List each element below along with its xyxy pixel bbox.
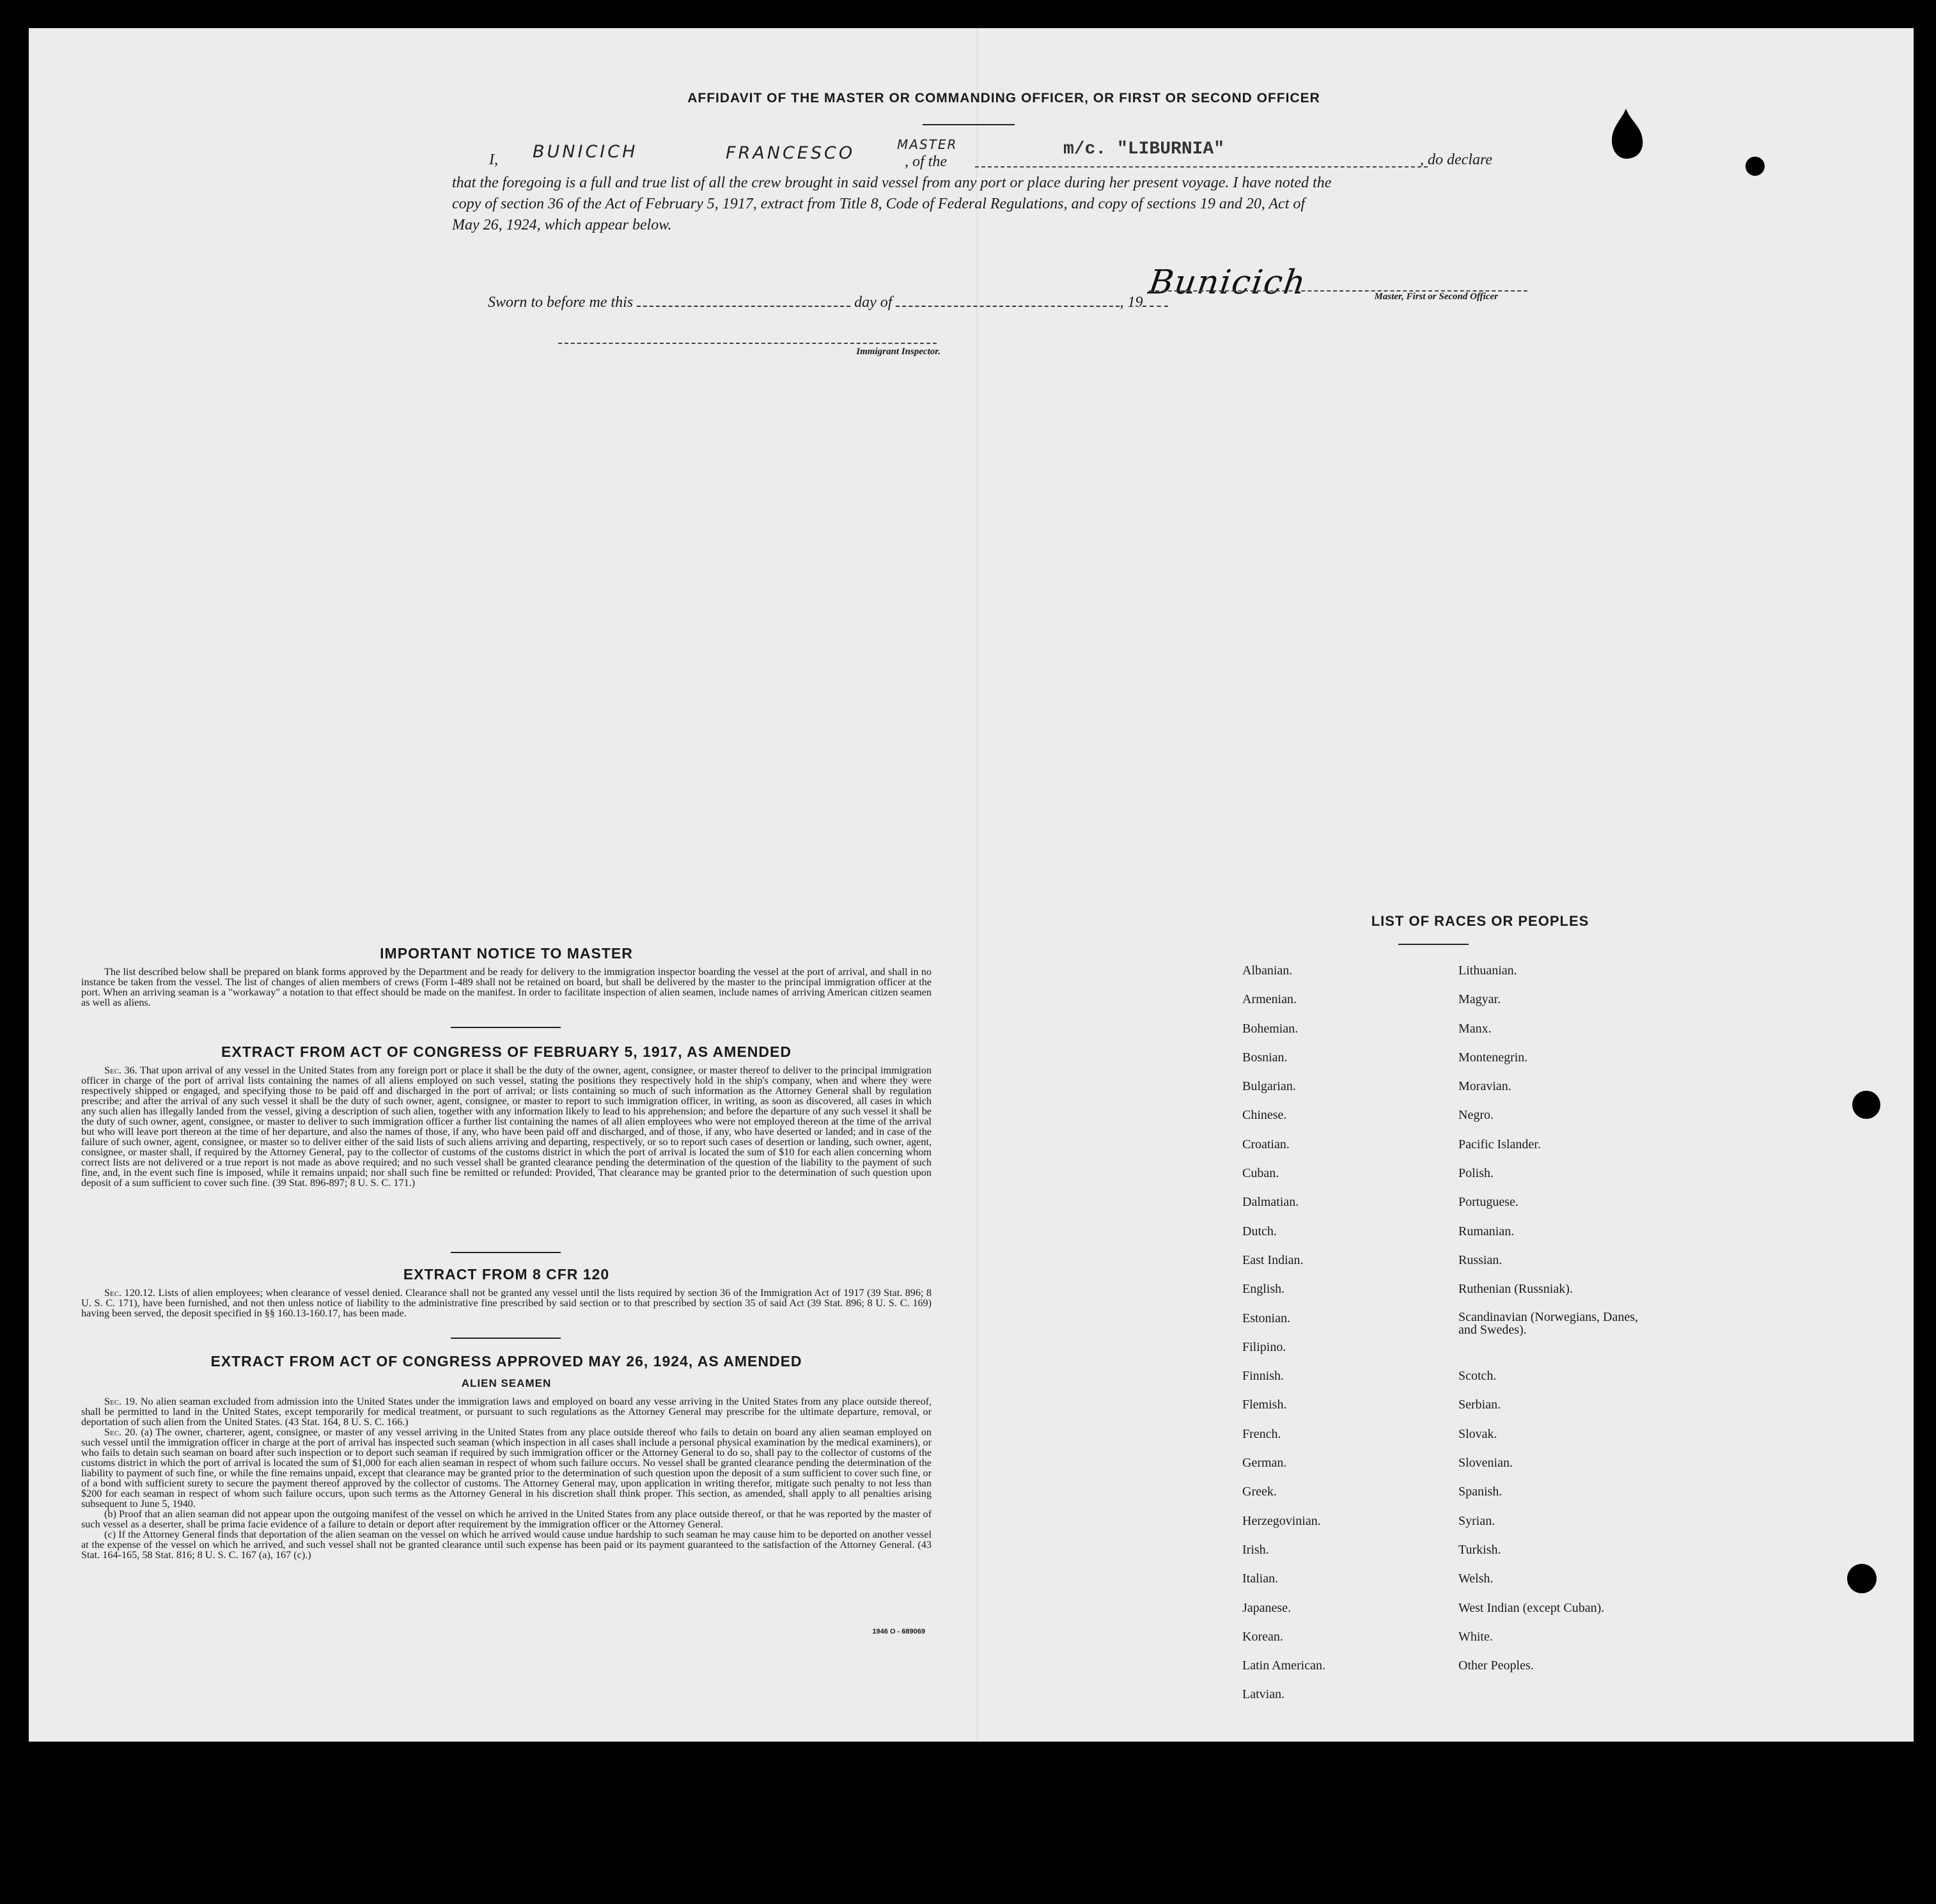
punch-hole (1852, 1091, 1880, 1119)
extract-cfr-title: EXTRACT FROM 8 CFR 120 (403, 1266, 610, 1283)
handwritten-surname: BUNICICH (533, 142, 638, 162)
affidavit-body-line: copy of section 36 of the Act of February 5, 1917, extract from Title 8, Code of Federal Regulations, and copy of sections 19 and 20, Act of (452, 196, 1306, 212)
race-item: English. (1242, 1282, 1285, 1297)
race-item: Flemish. (1242, 1398, 1287, 1412)
race-item: German. (1242, 1456, 1287, 1471)
race-item: Irish. (1242, 1542, 1269, 1557)
race-item: Other Peoples. (1458, 1658, 1534, 1673)
print-code: 1946 O - 689069 (872, 1628, 925, 1635)
sworn-date-field (637, 292, 850, 307)
section-text: (a) The owner, charterer, agent, consignee, or master of any vessel arriving in the United States from any place outside thereof who fails to detain on board any alien seaman employed on such vessel until the immigration officer in charge at the port of arrival has inspected such seaman (which inspection in all cases shall include a personal physical examination by the medical examiners), or who fails to detain such seaman on board after such inspection or to deport such seaman if required by such immigration officer or the Attorney General to do so, shall pay to the collector of customs of the customs district in which the port of arrival is located the sum of $1,000 for each alien seaman in respect of whom such failure occurs. No vessel shall be granted clearance pending the determination of the liability to payment of such fine, or while the fine remains unpaid, except that clearance may be granted prior to the determination of such question upon the deposit of a sum sufficient to cover such fine, or of a bond with sufficient surety to secure the payment thereof approved by the collector of customs. The Attorney General may, upon application in writing therefor, mitigate such penalty to not less than $200 for each seaman in respect of whom such failure occurs, upon such terms as the Attorney General in his discretion shall think proper. This section, as amended, shall apply to all penalties arising subsequent to June 5, 1940. (81, 1426, 932, 1510)
race-item: Pacific Islander. (1458, 1137, 1541, 1151)
race-item: Finnish. (1242, 1369, 1284, 1384)
extract-1924-text (81, 1396, 932, 1560)
do-declare-label: , do declare (1420, 152, 1493, 168)
race-item: Cuban. (1242, 1166, 1279, 1181)
ink-blot (1609, 107, 1645, 161)
section-label: Sec. 36. (104, 1065, 137, 1076)
notice-title: IMPORTANT NOTICE TO MASTER (380, 945, 633, 962)
race-item: Greek. (1242, 1485, 1277, 1499)
inspector-line (558, 329, 937, 344)
race-item: Polish. (1458, 1166, 1494, 1181)
race-item: Spanish. (1458, 1485, 1503, 1499)
race-item: Portuguese. (1458, 1195, 1518, 1210)
of-the-label: , of the (905, 153, 947, 170)
race-item: Latin American. (1242, 1658, 1325, 1673)
race-item: Armenian. (1242, 992, 1297, 1007)
extract-1917-text (81, 1065, 932, 1188)
race-item: Montenegrin. (1458, 1050, 1528, 1065)
section-text: (b) Proof that an alien seaman did not appear upon the outgoing manifest of the vessel on which he arrived in the United States from any place outside thereof, or that he was reported by the master of such vessel as a deserter, shall be prima facie evidence of a failure to detain or deport after requirement by the immigration officer or the Attorney General. (81, 1508, 932, 1530)
race-item: Bohemian. (1242, 1021, 1299, 1036)
divider (1398, 944, 1469, 945)
race-item: Scandinavian (Norwegians, Danes, and Swedes). (1458, 1309, 1639, 1337)
divider (451, 1252, 561, 1253)
master-signature: Bunicich (1146, 263, 1309, 302)
race-item: Welsh. (1458, 1572, 1494, 1586)
section-text: No alien seaman excluded from admission into the United States under the immigration laws and employed on board any vesse arriving in the United States from any place outside thereof, shall be permitted to land in the United States, except temporarily for medical treatment, or pursuant to such regulations as the Attorney General may prescribe for the ultimate departure, removal, or deportation of such alien from the United States. (43 Stat. 164, 8 U. S. C. 166.) (81, 1396, 932, 1428)
affidavit-i: I, (489, 152, 498, 168)
races-right-column (1458, 963, 1727, 1687)
inspector-caption: Immigrant Inspector. (856, 347, 941, 357)
month-field (896, 292, 1120, 307)
race-item: Slovak. (1458, 1426, 1497, 1441)
races-title: LIST OF RACES OR PEOPLES (1371, 913, 1589, 929)
section-text: Lists of alien employees; when clearance of vessel denied. Clearance shall not be granted any vessel until the lists required by section 36 of the Immigration Act of 1917 (39 Stat. 896; 8 U. S. C. 171), have been furnished, and not then unless notice of liability to the administrative fine prescribed by said section or to that prescribed by section 35 of said Act (39 Stat. 896; 8 U. S. C. 169) having been served, the deposit specified in §§ 160.13-160.17, has been made. (81, 1287, 932, 1319)
race-item: Rumanian. (1458, 1224, 1515, 1238)
signature-caption: Master, First or Second Officer (1374, 292, 1498, 302)
extract-1917-title: EXTRACT FROM ACT OF CONGRESS OF FEBRUARY 5, 1917, AS AMENDED (221, 1043, 792, 1060)
race-item: Moravian. (1458, 1079, 1511, 1094)
year-field (1143, 292, 1168, 307)
affidavit-title: AFFIDAVIT OF THE MASTER OR COMMANDING OFFICER, OR FIRST OR SECOND OFFICER (687, 91, 1320, 105)
race-item: Italian. (1242, 1572, 1279, 1586)
notice-paragraph: The list described below shall be prepared on blank forms approved by the Department and be ready for delivery to the immigration inspector boarding the vessel at the port of arrival, and shall in no instance be taken from the vessel. The list of changes of alien members of crews (Form I-489 shall not be retained on board, but shall be delivered by the master to the principal immigration officer at the port. When an arriving seaman is a "workaway" a notation to that effect should be made on the manifest. In order to facilitate inspection of alien seamen, include names of arriving American citizen seamen as well as aliens. (81, 966, 932, 1008)
divider (451, 1338, 561, 1339)
race-item: Chinese. (1242, 1108, 1287, 1123)
race-item: Korean. (1242, 1629, 1283, 1644)
divider (451, 1027, 561, 1028)
extract-1924-title: EXTRACT FROM ACT OF CONGRESS APPROVED MAY 26, 1924, AS AMENDED (210, 1353, 802, 1369)
races-left-column (1242, 963, 1453, 1716)
section-label: Sec. 20. (104, 1426, 138, 1438)
race-item: Japanese. (1242, 1600, 1292, 1615)
race-item: White. (1458, 1629, 1493, 1644)
race-item: Lithuanian. (1458, 964, 1517, 978)
race-item: Estonian. (1242, 1311, 1290, 1325)
document-page (29, 28, 1914, 1742)
race-item (1458, 1339, 1727, 1368)
race-item: Dalmatian. (1242, 1195, 1299, 1210)
race-item: Bosnian. (1242, 1050, 1288, 1065)
signature-line (1149, 263, 1527, 292)
race-item: Turkish. (1458, 1542, 1501, 1557)
punch-hole (1847, 1564, 1877, 1593)
race-item: Manx. (1458, 1021, 1492, 1036)
race-item: Ruthenian (Russniak). (1458, 1282, 1573, 1297)
race-item: Latvian. (1242, 1687, 1285, 1702)
sworn-label: Sworn to before me this (488, 294, 634, 311)
notice-text (81, 967, 932, 1008)
handwritten-rank: MASTER (897, 137, 958, 152)
year-label: , 19 (1120, 294, 1143, 311)
race-item: Croatian. (1242, 1137, 1290, 1151)
race-item: Russian. (1458, 1252, 1503, 1267)
punch-hole (1745, 157, 1765, 176)
race-item: Serbian. (1458, 1398, 1501, 1412)
race-item: Dutch. (1242, 1224, 1277, 1238)
race-item: West Indian (except Cuban). (1458, 1600, 1605, 1615)
race-item: Scotch. (1458, 1369, 1497, 1384)
divider (923, 124, 1015, 125)
race-item: Bulgarian. (1242, 1079, 1296, 1094)
race-item: Negro. (1458, 1108, 1494, 1123)
affidavit-body (452, 173, 1526, 236)
vessel-stamp: m/c. "LIBURNIA" (1059, 139, 1228, 159)
race-item: Syrian. (1458, 1513, 1495, 1528)
affidavit-body-line: May 26, 1924, which appear below. (452, 217, 672, 233)
race-item: Filipino. (1242, 1339, 1286, 1354)
race-item: Magyar. (1458, 992, 1501, 1007)
page-fold (976, 28, 978, 1742)
handwritten-firstname: FRANCESCO (726, 143, 855, 163)
race-item: Herzegovinian. (1242, 1513, 1321, 1528)
section-text: (c) If the Attorney General finds that deportation of the alien seaman on the vessel on which he arrived would cause undue hardship to such seaman he may cause him to be deported on another vessel at the expense of the vessel on which he arrived, and such vessel shall not be granted clearance until such expense has been paid or its payment guaranteed to the satisfaction of the Attorney General. (43 Stat. 164-165, 58 Stat. 816; 8 U. S. C. 167 (a), 167 (c).) (81, 1529, 932, 1561)
section-label: Sec. 19. (104, 1396, 138, 1407)
day-of-label: day of (854, 294, 893, 311)
section-label: Sec. 120.12. (104, 1287, 156, 1299)
section-text: That upon arrival of any vessel in the United States from any foreign port or place it shall be the duty of the owner, agent, consignee, or master thereof to deliver to the principal immigration officer in charge of the port of arrival lists containing the names of all aliens employed on such vessel, stating the positions they respectively hold in the ship's company, when and where they were respectively shipped or engaged, and specifying those to be paid off and discharged in the port of arrival; or lists containing so much of such information as the Attorney General shall by regulation prescribe; and after the arrival of any such vessel it shall be the duty of such owner, agent, consignee, or master to report to such immigration officer, in writing, as soon as discovered, all cases in which any such alien has illegally landed from the vessel, giving a description of such alien, together with any information likely to lead to his apprehension; and before the departure of any such vessel it shall be the duty of such owner, agent, consignee, or master to deliver to such immigration officer a further list containing the names of all alien employees who were not employed thereon at the time of the arrival but who will leave port thereon at the time of her departure, and also the names of those, if any, who have been paid off and discharged, and of those, if any, who have deserted or landed; and in case of the failure of such owner, agent, consignee, or master so to deliver either of the said lists of such aliens arriving and departing, respectively, or so to report such cases of desertion or landing, such owner, agent, consignee, or master shall, if required by the Attorney General, pay to the collector of customs of the customs district in which the port of arrival is located the sum of $10 for each alien concerning whom correct lists are not delivered or a true report is not made as above required; and no such vessel shall be granted clearance pending the determination of the question of the liability to the payment of such fine, and, in the event such fine is imposed, while it remains unpaid; nor shall such fine be remitted or refunded: Provided, That clearance may be granted prior to the determination of such question upon deposit of a sum sufficient to cover such fine. (39 Stat. 896-897; 8 U. S. C. 171.) (81, 1065, 932, 1189)
race-item: East Indian. (1242, 1252, 1304, 1267)
extract-cfr-text (81, 1288, 932, 1318)
sworn-line (488, 292, 1168, 311)
affidavit-body-line: that the foregoing is a full and true list of all the crew brought in said vessel from any port or place during her present voyage. I have noted the (452, 175, 1332, 191)
race-item: Slovenian. (1458, 1456, 1513, 1471)
race-item: French. (1242, 1426, 1281, 1441)
extract-1924-subtitle: ALIEN SEAMEN (461, 1377, 552, 1389)
race-item: Albanian. (1242, 964, 1293, 978)
